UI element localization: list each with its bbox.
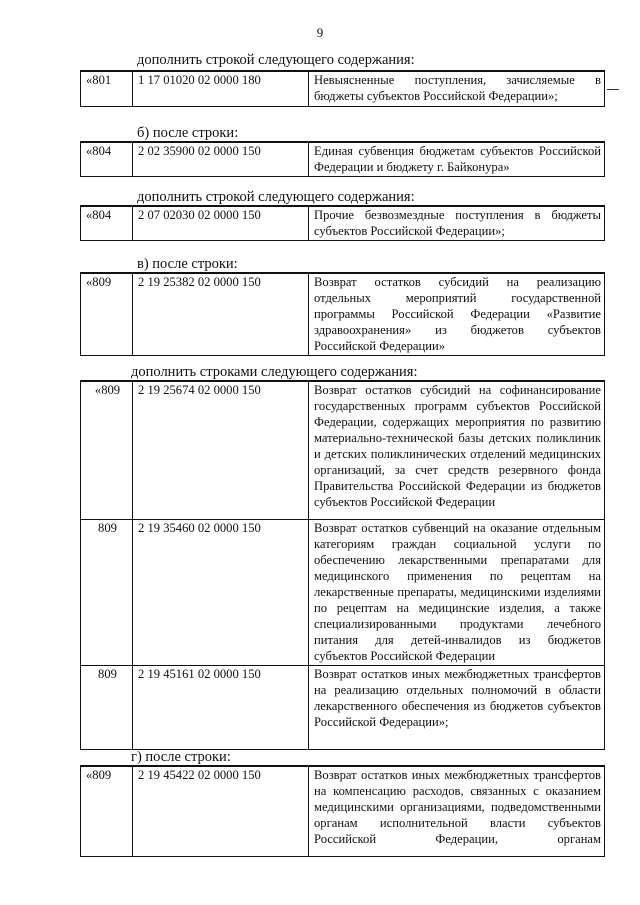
admin-code-cell: «801 bbox=[81, 71, 133, 106]
budget-code-cell: 2 19 45422 02 0000 150 bbox=[133, 766, 309, 856]
description-cell: Возврат остатков субвенций на оказание отдельным категориям граждан социальной услуги по обеспечению лекарственными препаратами для медицинского применения по рецептам на лекарственные препараты, медицинскими изделиями по рецептам на медицинские изделия, а также специализированными продуктами лечебного питания для детей-инвалидов из бюджетов субъектов Российской Федерации bbox=[309, 519, 605, 665]
budget-code-cell: 2 19 35460 02 0000 150 bbox=[133, 519, 309, 665]
table-row bbox=[81, 273, 605, 356]
page-number: 9 bbox=[316, 25, 324, 40]
codes-table bbox=[80, 205, 605, 241]
description-cell: Возврат остатков субсидий на реализацию отдельных мероприятий государственной программы Российской Федерации «Развитие здравоохранения» из бюджетов субъектов Российской Федерации» bbox=[309, 273, 605, 356]
admin-code-cell: 809 bbox=[81, 665, 133, 749]
codes-table bbox=[80, 70, 605, 107]
budget-code-cell: 2 19 25382 02 0000 150 bbox=[133, 273, 309, 356]
codes-table bbox=[80, 141, 605, 177]
block-lead: дополнить строкой следующего содержания: bbox=[137, 189, 415, 205]
description-cell: Невыясненные поступления, зачисляемые в бюджеты субъектов Российской Федерации»; bbox=[309, 71, 605, 106]
block-lead: в) после строки: bbox=[137, 256, 238, 272]
admin-code-cell: «809 bbox=[81, 273, 133, 356]
table-row bbox=[81, 71, 605, 106]
admin-code-cell: «809 bbox=[81, 766, 133, 856]
block-lead: дополнить строками следующего содержания: bbox=[131, 364, 418, 380]
admin-code-cell: 809 bbox=[81, 519, 133, 665]
block-lead: дополнить строкой следующего содержания: bbox=[137, 52, 415, 68]
budget-code-cell: 2 19 25674 02 0000 150 bbox=[133, 381, 309, 519]
table-row bbox=[81, 206, 605, 241]
budget-code-cell: 2 19 45161 02 0000 150 bbox=[133, 665, 309, 749]
margin-mark bbox=[607, 89, 619, 90]
description-cell: Возврат остатков субсидий на софинансирование государственных программ субъектов Российской Федерации, содержащих мероприятия по развитию материально-технической базы детских поликлиник и детских поликлинических отделений медицинских организаций, за счет средств резервного фонда Правительства Российской Федерации из бюджетов субъектов Российской Федерации bbox=[309, 381, 605, 519]
block-lead: г) после строки: bbox=[131, 749, 231, 765]
description-cell: Прочие безвозмездные поступления в бюджеты субъектов Российской Федерации»; bbox=[309, 206, 605, 241]
admin-code-cell: «809 bbox=[81, 381, 133, 519]
description-cell: Возврат остатков иных межбюджетных трансфертов на компенсацию расходов, связанных с оказанием медицинскими организациями, подведомственными органам исполнительной власти субъектов Российской Федерации, органам bbox=[309, 766, 605, 856]
admin-code-cell: «804 bbox=[81, 142, 133, 177]
admin-code-cell: «804 bbox=[81, 206, 133, 241]
budget-code-cell: 2 07 02030 02 0000 150 bbox=[133, 206, 309, 241]
block-lead: б) после строки: bbox=[137, 125, 239, 141]
table-row bbox=[81, 766, 605, 856]
description-cell: Единая субвенция бюджетам субъектов Российской Федерации и бюджету г. Байконура» bbox=[309, 142, 605, 177]
table-row bbox=[81, 519, 605, 665]
codes-table bbox=[80, 380, 605, 750]
codes-table bbox=[80, 272, 605, 356]
description-cell: Возврат остатков иных межбюджетных трансфертов на реализацию отдельных полномочий в области лекарственного обеспечения из бюджетов субъектов Российской Федерации»; bbox=[309, 665, 605, 749]
table-row bbox=[81, 142, 605, 177]
table-row bbox=[81, 381, 605, 519]
table-row bbox=[81, 665, 605, 749]
budget-code-cell: 1 17 01020 02 0000 180 bbox=[133, 71, 309, 106]
codes-table bbox=[80, 765, 605, 857]
budget-code-cell: 2 02 35900 02 0000 150 bbox=[133, 142, 309, 177]
